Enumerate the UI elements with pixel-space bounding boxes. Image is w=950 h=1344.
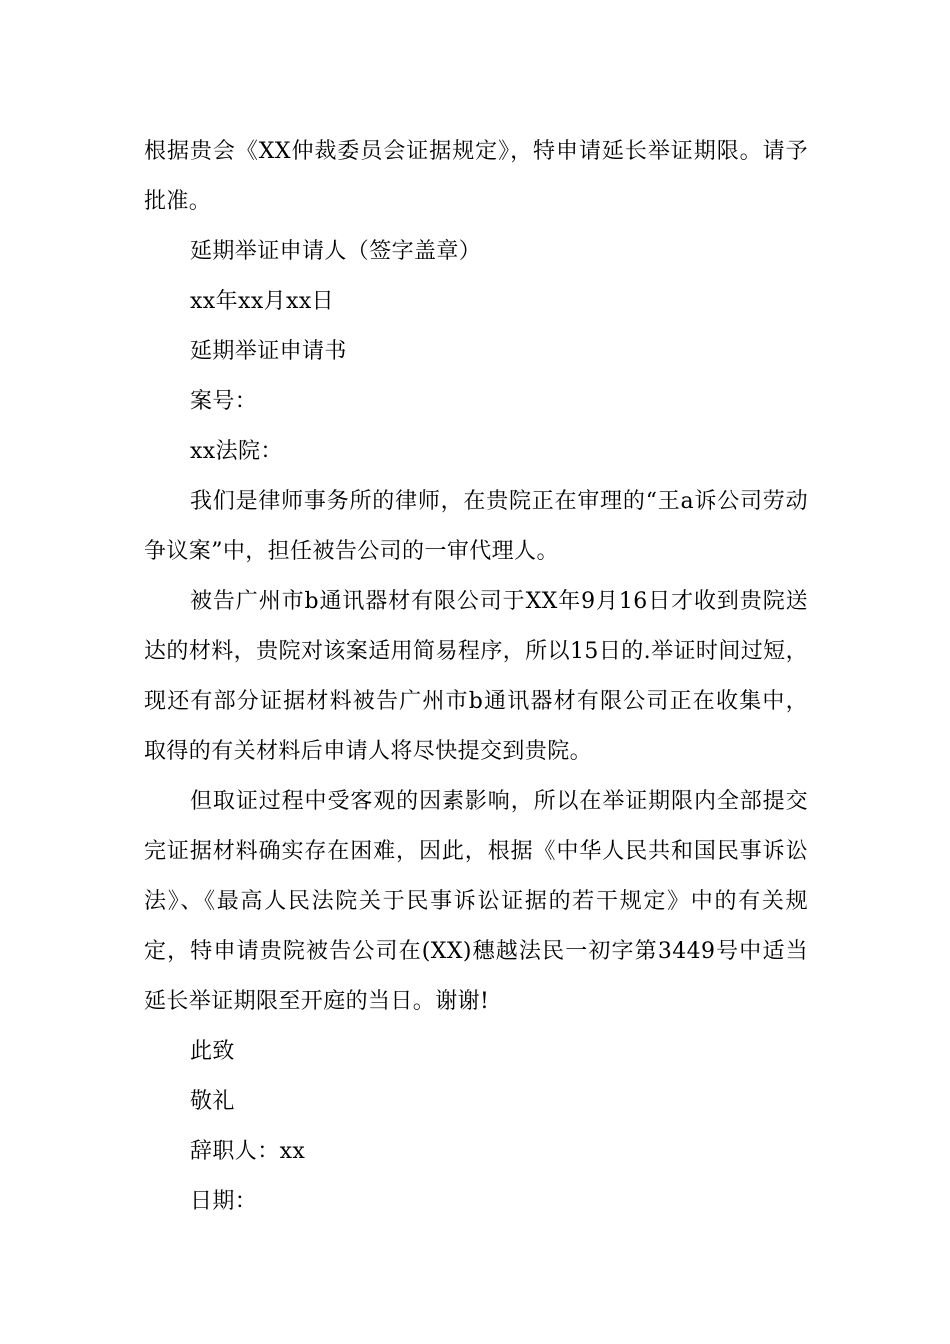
- paragraph-salutation: 此致: [190, 1039, 235, 1064]
- document-body: [144, 127, 808, 1227]
- paragraph-signer: 辞职人：xx: [190, 1139, 306, 1164]
- paragraph-lawyer-introduction: 我们是律师事务所的律师，在贵院正在审理的“王a诉公司劳动争议案”中，担任被告公司的一审代理人。: [144, 489, 808, 564]
- paragraph-request-approval: 根据贵会《XX仲裁委员会证据规定》，特申请延长举证期限。请予批准。: [144, 139, 808, 214]
- paragraph-closing: 敬礼: [190, 1089, 235, 1114]
- paragraph-case-number: 案号：: [190, 389, 258, 414]
- paragraph-date-placeholder: xx年xx月xx日: [190, 289, 335, 314]
- document-title: 延期举证申请书: [190, 339, 347, 364]
- paragraph-material-receipt: 被告广州市b通讯器材有限公司于XX年9月16日才收到贵院送达的材料，贵院对该案适用简易程序，所以15日的.举证时间过短，现还有部分证据材料被告广州市b通讯器材有限公司正在收集中，取得的有关材料后申请人将尽快提交到贵院。: [144, 589, 808, 764]
- paragraph-signature-date: 日期：: [190, 1189, 258, 1214]
- paragraph-addressee-court: xx法院：: [190, 439, 283, 464]
- paragraph-applicant-signature: 延期举证申请人（签字盖章）: [190, 239, 482, 264]
- paragraph-extension-reason: 但取证过程中受客观的因素影响，所以在举证期限内全部提交完证据材料确实存在困难，因此，根据《中华人民共和国民事诉讼法》、《最高人民法院关于民事诉讼证据的若干规定》中的有关规定，特申请贵院被告公司在(XX)穗越法民一初字第3449号中适当延长举证期限至开庭的当日。谢谢!: [144, 789, 808, 1014]
